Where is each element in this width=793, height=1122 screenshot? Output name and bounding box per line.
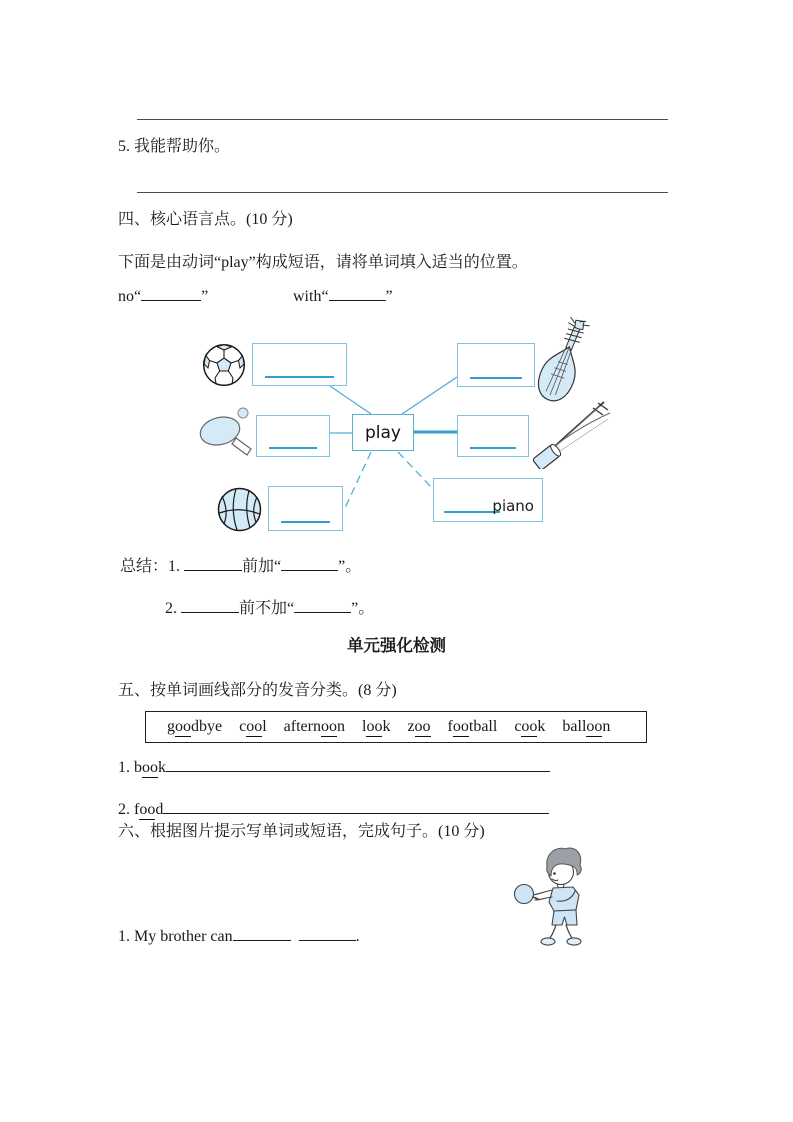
fill-blank	[265, 376, 334, 378]
classify-item-food: 2. food	[118, 800, 549, 819]
word-cool: cool	[239, 718, 267, 735]
word-goodbye: goodbye	[167, 718, 223, 735]
phrase-box-piano	[433, 478, 543, 522]
section6-title: 六、根据图片提示写单词或短语，完成句子。(10 分)	[118, 823, 485, 840]
erhu-icon	[530, 397, 612, 469]
word-balloon: balloon	[562, 718, 611, 735]
pipa-icon	[528, 315, 594, 410]
fill-blank	[141, 287, 201, 301]
unit-test-heading: 单元强化检测	[347, 636, 446, 655]
phrase-box-football	[252, 343, 347, 386]
table-tennis-icon	[196, 404, 256, 462]
section5-title: 五、按单词画线部分的发音分类。(8 分)	[118, 682, 397, 699]
answer-rule-line	[137, 119, 668, 120]
word-afternoon: afternoon	[283, 718, 345, 735]
classify-item-book: 1. book	[118, 758, 550, 777]
fill-blank	[470, 377, 522, 379]
fill-blank	[181, 599, 239, 613]
basketball-icon	[216, 486, 263, 533]
no-phrase-blank: no“ ”	[118, 288, 209, 305]
soccer-ball-icon	[202, 342, 246, 388]
word-football: football	[447, 718, 498, 735]
boy-playing-table-tennis-icon	[503, 843, 595, 949]
word-cook: cook	[514, 718, 546, 735]
fill-blank	[281, 557, 338, 571]
answer-rule-line	[137, 192, 668, 193]
section4-title: 四、核心语言点。(10 分)	[118, 211, 293, 228]
answer-blank	[166, 758, 550, 772]
phrase-box-pingpong	[256, 415, 330, 457]
with-phrase-blank: with“ ”	[293, 288, 393, 305]
section4-instruction: 下面是由动词“play”构成短语，请将单词填入适当的位置。	[118, 254, 528, 271]
summary-line-2: 2. 前不加“ ”。	[165, 600, 375, 617]
play-center-box: play	[352, 414, 414, 451]
fill-blank	[281, 521, 330, 523]
piano-label: piano	[492, 497, 534, 515]
answer-blank	[163, 800, 549, 814]
word-look: look	[361, 718, 391, 735]
answer-blank	[299, 927, 356, 941]
sentence-item-1: 1. My brother can .	[118, 928, 360, 945]
word-zoo: zoo	[407, 718, 431, 735]
answer-blank	[233, 927, 291, 941]
play-phrases-diagram	[180, 315, 625, 553]
fill-blank	[329, 287, 386, 301]
phrase-box-pipa	[457, 343, 535, 387]
fill-blank	[294, 599, 351, 613]
fill-blank	[470, 447, 516, 449]
fill-blank	[184, 557, 242, 571]
translate-item-5: 5. 我能帮助你。	[118, 138, 231, 155]
phrase-box-erhu	[457, 415, 529, 457]
word-bank-box	[145, 711, 647, 743]
phrase-box-basketball	[268, 486, 343, 531]
summary-line-1: 总结：1. 前加“ ”。	[120, 558, 362, 575]
fill-blank	[269, 447, 317, 449]
